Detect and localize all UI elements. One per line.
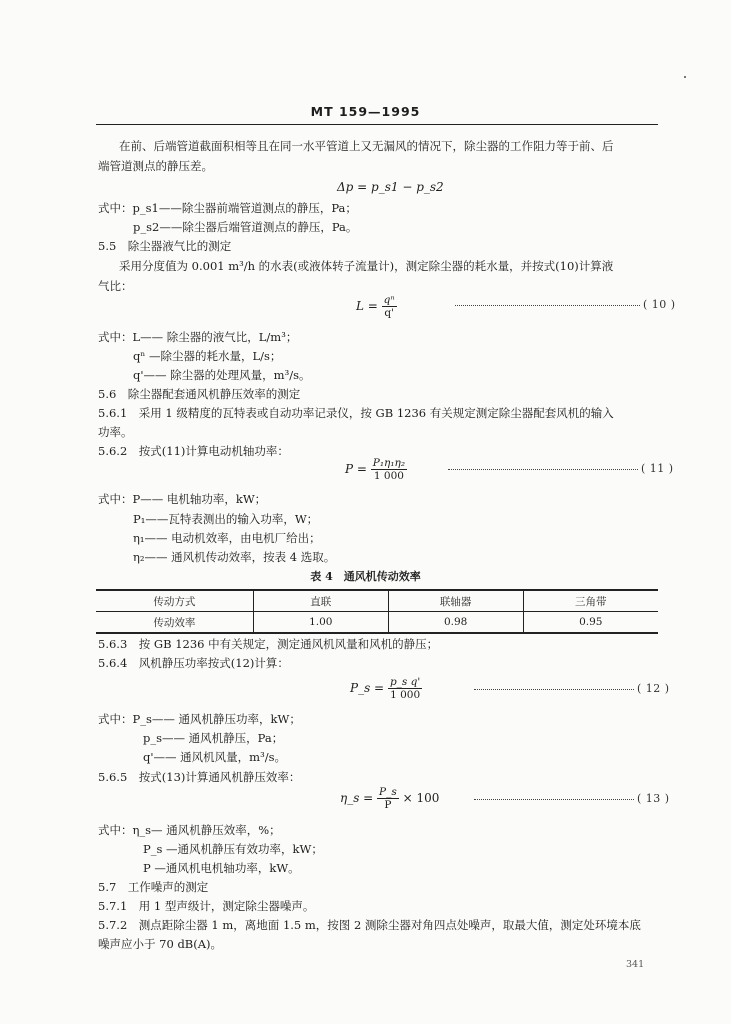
table-cell: 1.00 (253, 612, 388, 634)
where-P-shaft: P —通风机电机轴功率，kW。 (143, 861, 300, 875)
equation-12: P_s = $\frac{\text{p\_s q'}}{1 000}$ (350, 676, 421, 701)
section-5-7-1: 5.7.1 用 1 型声级计，测定除尘器噪声。 (98, 899, 315, 913)
where-eta-s: 式中：η_s— 通风机静压效率，%； (98, 823, 281, 837)
equation-tail: × 100 (402, 791, 440, 805)
where-eta1: η₁—— 电动机效率，由电机厂给出； (133, 531, 321, 545)
where-ps2: p_s2——除尘器后端管道测点的静压，Pa。 (133, 220, 358, 234)
fraction-numerator: P₁η₁η₂ (372, 457, 406, 469)
equation-number-12: ( 12 ) (474, 682, 670, 695)
table-header-cell: 三角带 (523, 590, 658, 612)
leader-dots (455, 305, 640, 306)
section-5-6-2: 5.6.2 按式(11)计算电动机轴功率： (98, 444, 289, 458)
equation-13: η_s = $\frac{P\_s}{P}$ × 100 (340, 786, 440, 811)
section-5-5-text-1: 采用分度值为 0.001 m³/h 的水表(或液体转子流量计)，测定除尘器的耗水量，并按式(10)计算液 (119, 259, 614, 273)
fraction-numerator: p_s q' (389, 676, 421, 688)
section-5-7-2-line-2: 噪声应小于 70 dB(A)。 (98, 937, 223, 951)
table-header-cell: 直联 (253, 590, 388, 612)
table-header-row (96, 590, 658, 612)
section-5-6-4: 5.6.4 风机静压功率按式(12)计算： (98, 656, 289, 670)
fraction (382, 294, 397, 319)
where-P: 式中：P—— 电机轴功率，kW； (98, 492, 267, 506)
fraction-numerator: qⁿ (383, 294, 395, 306)
table-4 (96, 589, 658, 634)
leader-dots (448, 469, 638, 470)
table-4-title: 表 4 通风机传动效率 (310, 570, 421, 583)
table-cell: 0.95 (523, 612, 658, 634)
section-title: 除尘器液气比的测定 (127, 239, 232, 253)
where-q-prime-2: q'—— 通风机风量，m³/s。 (143, 750, 286, 764)
leader-dots (474, 689, 634, 690)
table-cell: 传动效率 (96, 612, 253, 634)
where-qn: qⁿ —除尘器的耗水量，L/s； (133, 349, 282, 363)
where-q-prime: q'—— 除尘器的处理风量，m³/s。 (133, 368, 311, 382)
fraction-denominator: q' (384, 307, 394, 319)
section-5-6-heading: 5.6 除尘器配套通风机静压效率的测定 (98, 387, 301, 401)
section-5-6-5: 5.6.5 按式(13)计算通风机静压效率： (98, 770, 301, 784)
where-eta2: η₂—— 通风机传动效率，按表 4 选取。 (133, 550, 336, 564)
fraction (371, 457, 407, 482)
section-5-7-heading: 5.7 工作噪声的测定 (98, 880, 209, 894)
leader-dots (474, 799, 634, 800)
section-5-5-heading (98, 239, 231, 254)
fraction (388, 676, 422, 701)
standard-header: MT 159—1995 (310, 104, 421, 119)
where-Ps: 式中：P_s—— 通风机静压功率，kW； (98, 712, 301, 726)
section-5-6-1-text-2: 功率。 (98, 425, 133, 439)
table-header-cell: 联轴器 (388, 590, 523, 612)
equation-10 (356, 294, 397, 319)
where-ps: p_s—— 通风机静压，Pa； (143, 731, 284, 745)
section-number: 5.5 (98, 239, 117, 253)
where-L: 式中：L—— 除尘器的液气比，L/m³； (98, 330, 298, 344)
header-rule (96, 124, 658, 125)
page-number: 341 (626, 959, 645, 970)
table-row (96, 612, 658, 634)
section-5-5-text-2: 气比： (98, 279, 133, 293)
where-P1: P₁——瓦特表测出的输入功率，W； (133, 512, 319, 526)
fraction (377, 786, 399, 811)
equation-pressure-diff: Δp = p_s1 − p_s2 (337, 180, 444, 194)
where-Ps-effective: P_s —通风机静压有效功率，kW； (143, 842, 323, 856)
intro-line-2: 端管道测点的静压差。 (98, 159, 213, 173)
section-5-7-2-line-1: 5.7.2 测点距除尘器 1 m，离地面 1.5 m，按图 2 测除尘器对角四点处噪声，取最大值，测定处环境本底 (98, 918, 641, 932)
fraction-denominator: 1 000 (373, 470, 404, 482)
section-5-6-3: 5.6.3 按 GB 1236 中有关规定，测定通风机风量和风机的静压； (98, 637, 439, 651)
where-ps1: 式中：p_s1——除尘器前端管道测点的静压，Pa； (98, 201, 357, 215)
intro-line-1: 在前、后端管道截面积相等且在同一水平管道上又无漏风的情况下，除尘器的工作阻力等于前、后 (119, 139, 614, 153)
section-5-6-1-text-1: 5.6.1 采用 1 级精度的瓦特表或自动功率记录仪，按 GB 1236 有关规定测定除尘器配套风机的输入 (98, 406, 614, 420)
equation-lhs: L = (356, 299, 378, 313)
fraction-denominator: 1 000 (390, 689, 421, 701)
table-cell: 0.98 (388, 612, 523, 634)
scan-speck (684, 76, 686, 78)
equation-number-13: ( 13 ) (474, 792, 670, 805)
equation-11: P = $\frac{\text{P₁η₁η₂}}{1 000}$ (345, 457, 406, 482)
table-header-cell: 传动方式 (96, 590, 253, 612)
fraction-numerator: P_s (379, 786, 397, 798)
equation-number-11: ( 11 ) (448, 462, 674, 475)
fraction-denominator: P (384, 799, 392, 811)
equation-number-10: ( 10 ) (455, 298, 676, 311)
